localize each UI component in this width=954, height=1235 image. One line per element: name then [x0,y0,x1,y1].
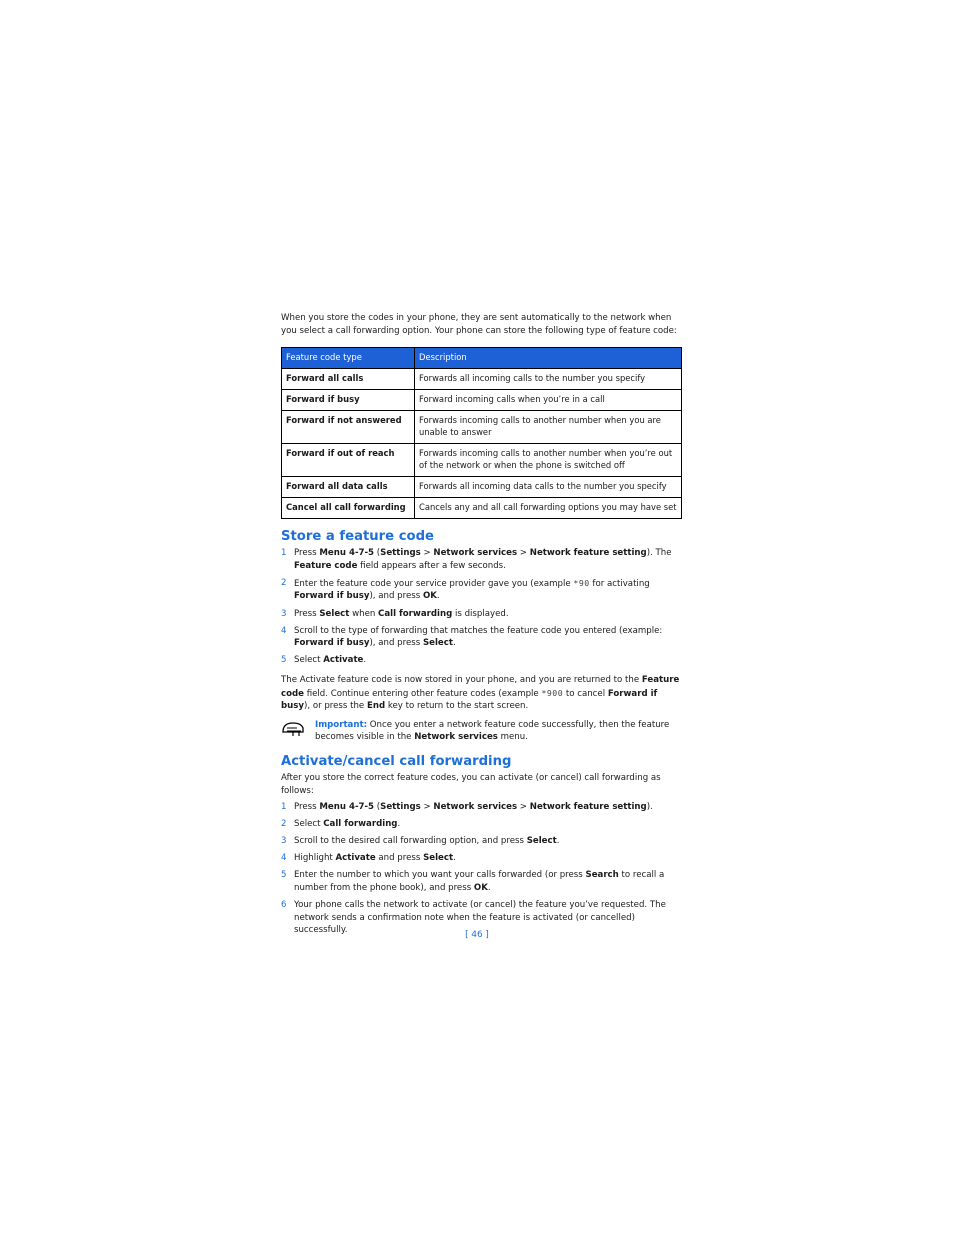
list-item [281,835,681,848]
list-item [281,818,681,831]
description-cell: Forwards incoming calls to another number when you’re out of the network or when the phone is switched off [415,444,682,477]
para-bold: Feature code [281,674,680,699]
step-text: . [363,655,367,666]
description-cell: Forwards all incoming calls to the number you specify [415,369,682,390]
table-row [282,390,682,411]
table-row [282,498,682,519]
step-text: Enter the number to which you want your calls forwarded (or press [294,870,586,881]
step-number: 2 [281,819,287,830]
description-cell: Cancels any and all call forwarding options you may have set [415,498,682,519]
note-text: Once you enter a network feature code successfully, then the feature becomes visible in the [315,719,670,743]
important-hand-icon [281,719,307,737]
step-bold: Select [319,608,350,619]
note-bold: Network services [414,732,498,743]
step-text: ), and press [369,591,423,602]
intro-paragraph: When you store the codes in your phone, they are sent automatically to the network when you select a call forwarding option. Your phone can store the following type of feature code: [281,313,677,336]
step-number: 5 [281,655,287,666]
feature-type-cell: Cancel all call forwarding [282,498,415,519]
description-cell: Forwards incoming calls to another number when you are unable to answer [415,411,682,444]
note-text: menu. [497,732,528,743]
step-number: 2 [281,577,287,588]
para-text: The Activate feature code is now stored in your phone, and you are returned to the [281,674,642,685]
activate-steps-list [281,801,681,937]
step-number: 3 [281,836,287,847]
step-number: 1 [281,548,287,559]
step-text: ). The [646,548,672,559]
after-steps-paragraph [281,674,681,713]
step-bold: Select [423,853,454,864]
list-item [281,869,681,894]
step-number: 6 [281,900,287,911]
step-text: ), and press [369,638,423,649]
step-bold: Feature code [294,560,358,571]
step-text: Press [294,802,320,813]
step-bold: Network services [433,802,518,813]
step-text: for activating [589,578,650,589]
step-bold: Call forwarding [378,608,453,619]
step-bold: Search [585,870,619,881]
step-bold: Settings [380,548,421,559]
step-text: ). [646,802,653,813]
step-bold: Menu 4-7-5 [319,802,375,813]
header-description: Description [415,348,682,369]
step-text: > [517,802,530,813]
feature-code-example: *900 [541,687,564,698]
step-bold: Activate [335,853,376,864]
description-cell: Forwards all incoming data calls to the number you specify [415,477,682,498]
store-steps-list [281,547,681,667]
important-label: Important: [315,719,368,730]
step-bold: OK [473,883,488,894]
para-bold: End [366,701,386,712]
step-text: is displayed. [452,608,509,619]
list-item [281,577,681,603]
step-text: Press [294,608,320,619]
step-bold: Activate [323,655,364,666]
step-text: . [453,853,456,864]
header-feature-code-type: Feature code type [282,348,415,369]
list-item [281,547,681,572]
para-text: field. Continue entering other feature codes (example [303,688,542,699]
step-bold: Select [422,638,453,649]
feature-type-cell: Forward if out of reach [282,444,415,477]
step-text: ( [374,548,381,559]
para-text: to cancel [563,688,608,699]
step-bold: Network services [433,548,518,559]
list-item [281,625,681,650]
feature-code-table [281,347,682,519]
step-bold: OK [422,591,437,602]
step-text: . [436,591,440,602]
step-number: 5 [281,870,287,881]
table-row [282,411,682,444]
step-text: Your phone calls the network to activate (or cancel) the feature you’ve requested. The network sends a confirmation note when the feature is activated (or cancelled) successfully. [294,900,666,936]
step-text: Scroll to the type of forwarding that matches the feature code you entered (example: [294,625,663,636]
feature-type-cell: Forward if busy [282,390,415,411]
page-number: [ 46 ] [465,930,489,940]
heading-activate-cancel: Activate/cancel call forwarding [281,753,512,769]
para-bold: Forward if busy [281,688,658,712]
step-text: Scroll to the desired call forwarding option, and press [294,836,527,847]
table-row [282,444,682,477]
step-text: > [517,548,530,559]
step-text: when [349,608,379,619]
feature-type-cell: Forward all data calls [282,477,415,498]
para-text: ), or press the [304,701,367,712]
important-note [281,719,681,744]
step-text: ( [374,802,381,813]
step-text: Select [294,655,324,666]
step-number: 4 [281,853,287,864]
step-number: 4 [281,625,287,636]
step-bold: Call forwarding [323,819,398,830]
step-text: to recall a number from the phone book), and press [294,870,665,894]
list-item [281,852,681,865]
feature-type-cell: Forward if not answered [282,411,415,444]
list-item [281,801,681,814]
step-bold: Settings [380,802,421,813]
table-header-row [282,348,682,369]
heading-store-feature-code: Store a feature code [281,529,434,545]
step-number: 1 [281,802,287,813]
step-text: > [420,802,434,813]
step-text: Press [294,548,320,559]
step-text: and press [375,853,424,864]
step-bold: Menu 4-7-5 [319,548,375,559]
step-text: . [487,883,491,894]
step-text: > [420,548,434,559]
activate-intro: After you store the correct feature codes, you can activate (or cancel) call forwarding as follows: [281,772,661,796]
feature-type-cell: Forward all calls [282,369,415,390]
table-row [282,369,682,390]
page-content [281,312,681,944]
description-cell: Forward incoming calls when you’re in a call [415,390,682,411]
feature-code-example: *90 [573,577,590,588]
step-text: Highlight [294,853,336,864]
step-text: . [556,836,560,847]
list-item [281,608,681,621]
step-number: 3 [281,608,287,619]
step-text: . [397,819,401,830]
step-text: Enter the feature code your service provider gave you (example [294,578,574,589]
step-text: Select [294,819,324,830]
list-item [281,654,681,667]
step-bold: Forward if busy [294,591,370,602]
step-bold: Forward if busy [294,638,370,649]
table-row [282,477,682,498]
step-bold: Network feature setting [529,802,647,813]
step-text: field appears after a few seconds. [357,560,506,571]
para-text: key to return to the start screen. [385,701,529,712]
step-bold: Network feature setting [529,548,647,559]
step-text: . [452,638,456,649]
step-bold: Select [526,836,557,847]
